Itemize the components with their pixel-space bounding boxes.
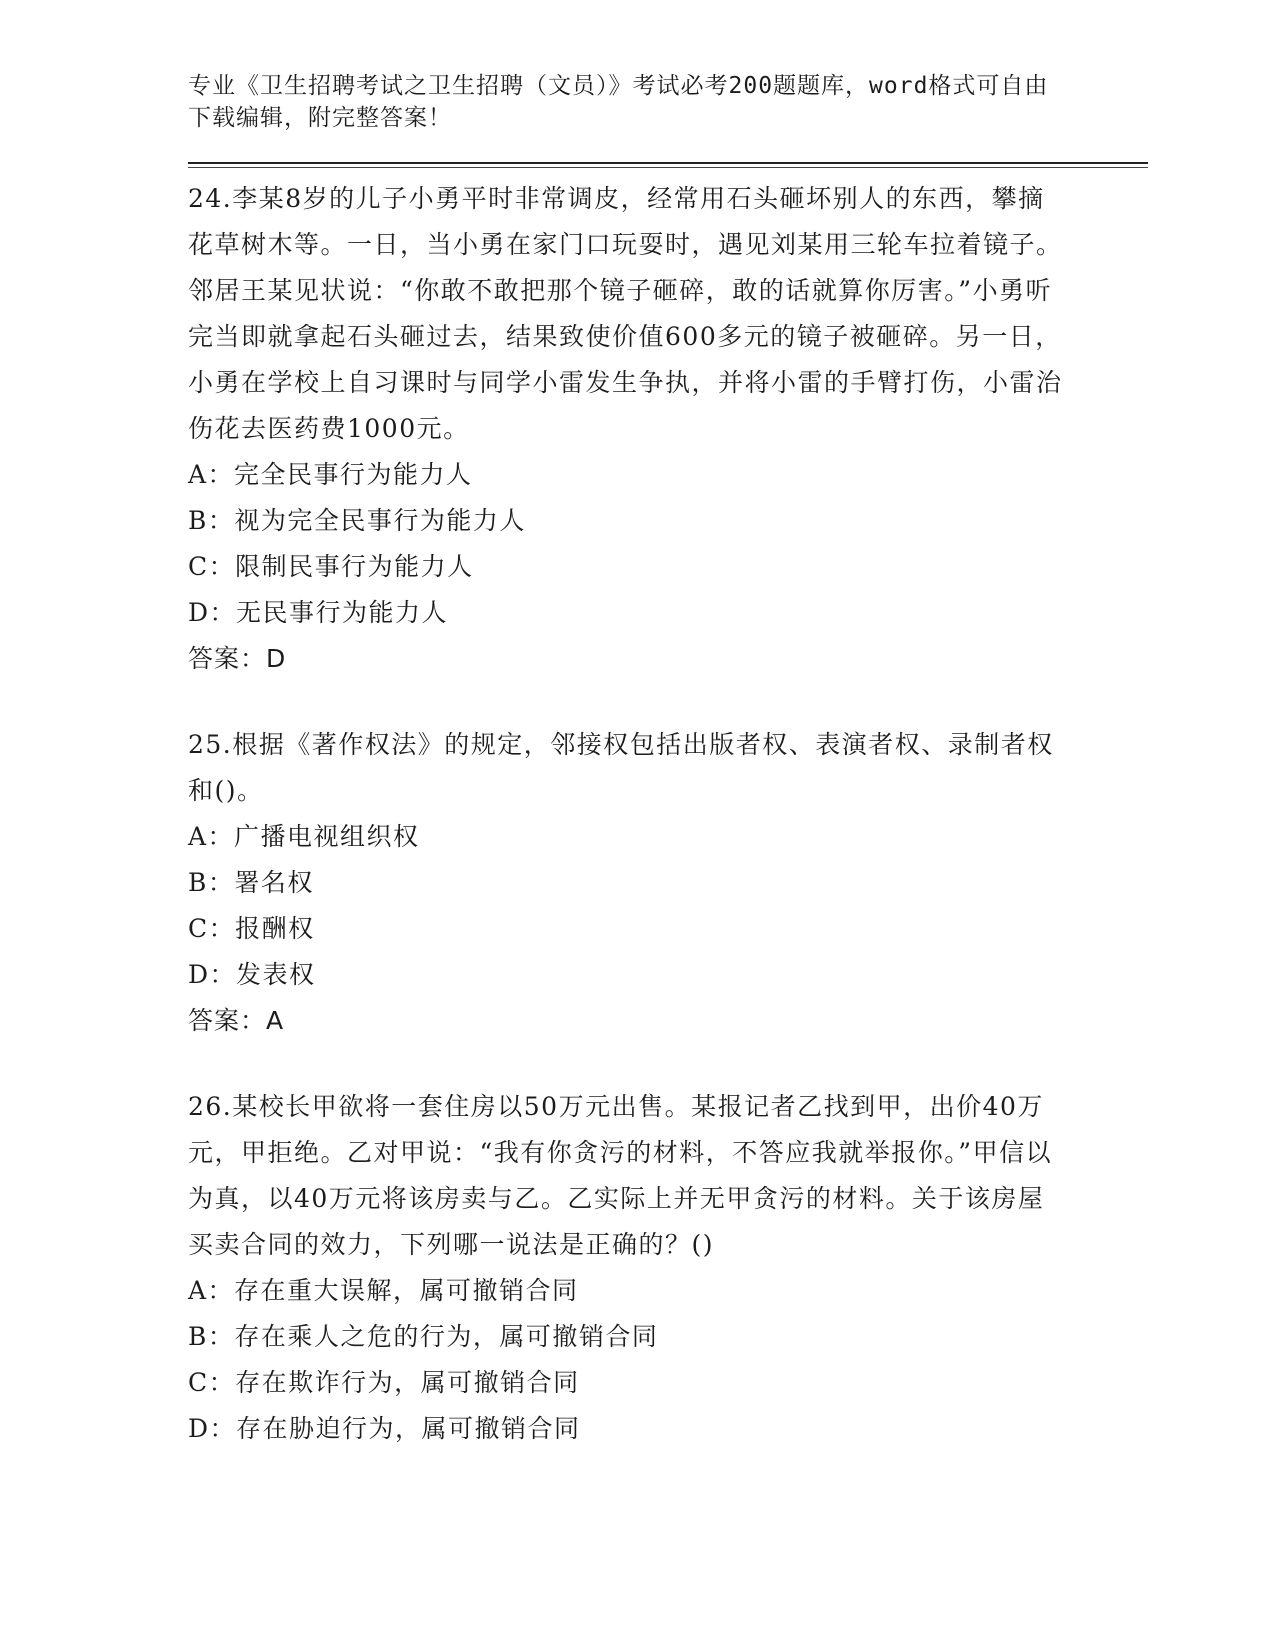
header-divider-thin (188, 167, 1148, 168)
document-page (188, 70, 1148, 1452)
answer-line: 答案：D (188, 644, 287, 673)
option-d: D：发表权 (188, 960, 316, 989)
question-stem: 26.某校长甲欲将一套住房以50万元出售。某报记者乙找到甲，出价40万元，甲拒绝。乙对甲说：“我有你贪污的材料，不答应我就举报你。”甲信以为真，以40万元将该房卖与乙。乙实际上并无甲贪污的材料。关于该房屋买卖合同的效力，下列哪一说法是正确的？() (188, 1092, 1053, 1259)
question-stem: 24.李某8岁的儿子小勇平时非常调皮，经常用石头砸坏别人的东西，攀摘花草树木等。一日，当小勇在家门口玩耍时，遇见刘某用三轮车拉着镜子。邻居王某见状说：“你敢不敢把那个镜子砸碎，敢的话就算你厉害。”小勇听完当即就拿起石头砸过去，结果致使价值600多元的镜子被砸碎。另一日，小勇在学校上自习课时与同学小雷发生争执，并将小雷的手臂打伤，小雷治伤花去医药费1000元。 (188, 184, 1063, 443)
document-header: 专业《卫生招聘考试之卫生招聘（文员）》考试必考200题题库，word格式可自由下载编辑，附完整答案！ (188, 73, 1049, 131)
question-26 (188, 1084, 1148, 1452)
option-c: C：报酬权 (188, 914, 315, 943)
option-a: A：存在重大误解，属可撤销合同 (188, 1276, 579, 1305)
option-a: A：完全民事行为能力人 (188, 460, 473, 489)
question-24 (188, 176, 1148, 682)
option-b: B：视为完全民事行为能力人 (188, 506, 526, 535)
option-c: C：限制民事行为能力人 (188, 552, 474, 581)
header-divider (188, 162, 1148, 164)
option-d: D：存在胁迫行为，属可撤销合同 (188, 1414, 581, 1443)
option-c: C：存在欺诈行为，属可撤销合同 (188, 1368, 580, 1397)
option-d: D：无民事行为能力人 (188, 598, 449, 627)
question-stem: 25.根据《著作权法》的规定，邻接权包括出版者权、表演者权、录制者权和()。 (188, 730, 1054, 805)
option-a: A：广播电视组织权 (188, 822, 420, 851)
answer-line: 答案：A (188, 1006, 285, 1035)
question-25 (188, 722, 1148, 1044)
option-b: B：署名权 (188, 868, 314, 897)
option-b: B：存在乘人之危的行为，属可撤销合同 (188, 1322, 659, 1351)
